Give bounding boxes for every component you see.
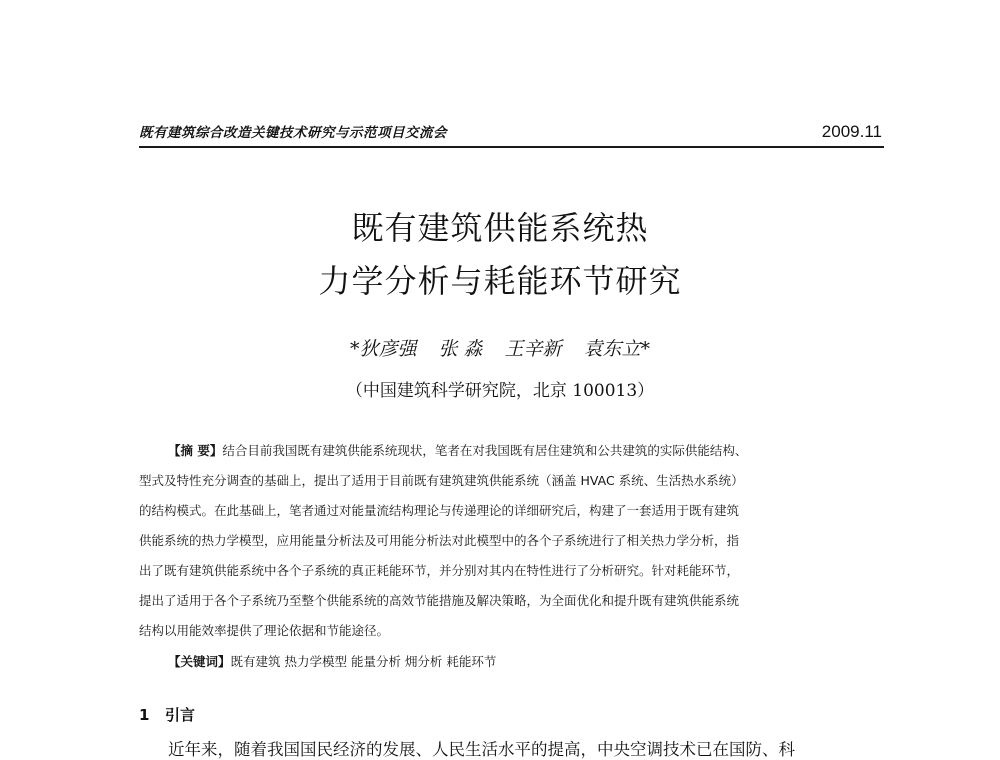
author-name: 王辛新: [504, 338, 562, 360]
keywords-label: 【关键词】: [168, 654, 231, 669]
abstract-line: 结构以用能效率提供了理论依据和节能途径。: [139, 623, 390, 638]
abstract-line: 供能系统的热力学模型，应用能量分析法及可用能分析法对此模型中的各个子系统进行了相关热力学分析，指: [139, 533, 740, 548]
issue-date: 2009.11: [821, 122, 882, 141]
conference-name: 既有建筑综合改造关键技术研究与示范项目交流会: [139, 125, 447, 141]
author-name: 张 淼: [438, 338, 483, 360]
affiliation: （中国建筑科学研究院，北京 100013）: [345, 381, 655, 401]
section-heading: [139, 704, 195, 725]
abstract-line: 的结构模式。在此基础上，笔者通过对能量流结构理论与传递理论的详细研究后，构建了一套适用于既有建筑: [139, 503, 740, 518]
section-title: 引言: [165, 706, 196, 724]
keywords-line: [168, 652, 496, 670]
abstract-line: [168, 441, 747, 459]
abstract-label: 【摘 要】: [168, 443, 223, 458]
author-list: [0, 334, 1000, 361]
abstract-line: 出了既有建筑供能系统中各个子系统的真正耗能环节，并分别对其内在特性进行了分析研究。针对耗能环节，: [139, 563, 740, 578]
section-number: 1: [139, 706, 150, 724]
paper-title-line-1: 既有建筑供能系统热: [351, 209, 649, 247]
abstract-line: 提出了适用于各个子系统乃至整个供能系统的高效节能措施及解决策略，为全面优化和提升既有建筑供能系统: [139, 593, 740, 608]
abstract-text: 结合目前我国既有建筑供能系统现状，笔者在对我国既有居住建筑和公共建筑的实际供能结构、: [222, 443, 748, 458]
body-text-line: 近年来，随着我国国民经济的发展、人民生活水平的提高，中央空调技术已在国防、科: [168, 740, 795, 759]
running-header: [139, 120, 884, 148]
paper-title-line-2: 力学分析与耗能环节研究: [318, 262, 682, 300]
keywords-text: 既有建筑 热力学模型 能量分析 㶲分析 耗能环节: [230, 654, 497, 669]
abstract-line: 型式及特性充分调查的基础上，提出了适用于目前既有建筑建筑供能系统（涵盖 HVAC 系统、生活热水系统）: [139, 473, 744, 488]
author-name: 袁东立*: [583, 338, 651, 360]
author-name: *狄彦强: [349, 338, 417, 360]
